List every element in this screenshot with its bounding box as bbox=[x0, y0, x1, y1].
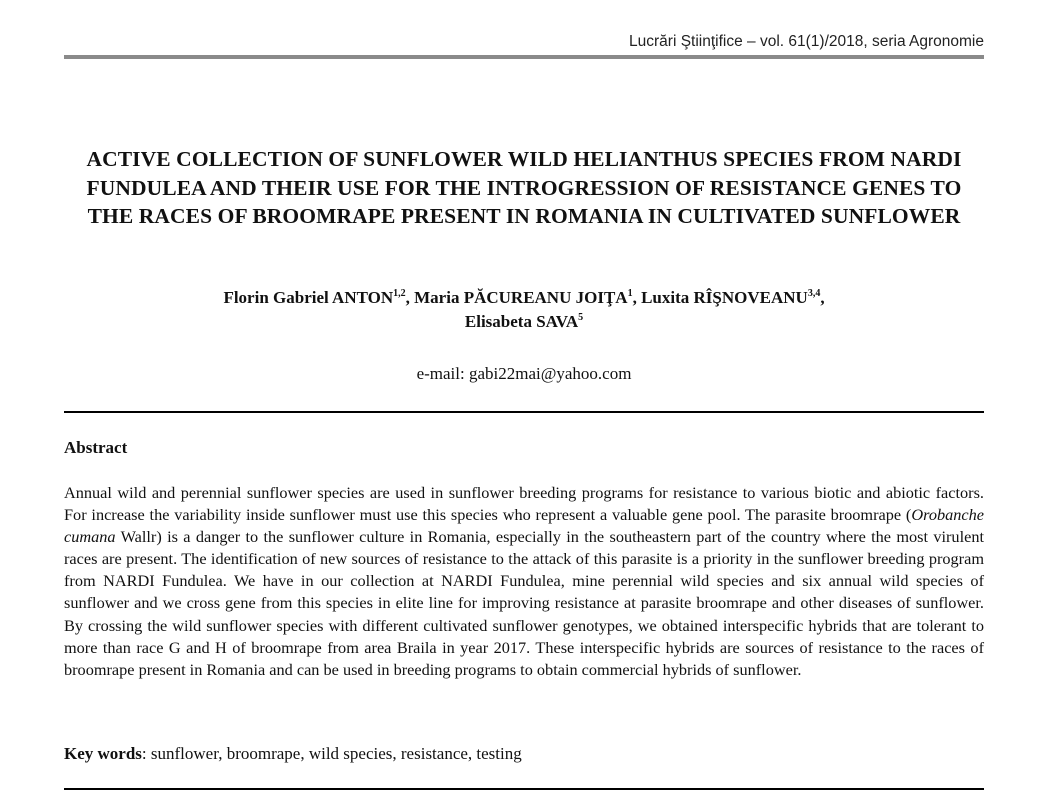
author-affiliation: 5 bbox=[578, 312, 584, 323]
paper-title: ACTIVE COLLECTION OF SUNFLOWER WILD HELIANTHUS SPECIES FROM NARDI FUNDULEA AND THEIR USE FOR THE INTROGRESSION OF RESISTANCE GENES TO THE RACES OF BROOMRAPE PRESENT IN ROMANIA IN CULTIVATED SUNFLOWER bbox=[86, 147, 962, 228]
header-rule bbox=[64, 55, 984, 59]
author-affiliation: 1,2 bbox=[393, 288, 406, 299]
contact-email: e-mail: gabi22mai@yahoo.com bbox=[416, 364, 632, 383]
author-separator: , bbox=[632, 288, 642, 307]
species-name: Orobanche cumana bbox=[64, 505, 984, 547]
abstract-heading: Abstract bbox=[64, 438, 128, 457]
author-name: Florin Gabriel ANTON bbox=[223, 288, 394, 307]
author-separator: , bbox=[820, 288, 825, 307]
author-affiliation: 3,4 bbox=[807, 288, 821, 299]
bottom-rule bbox=[64, 788, 984, 790]
author-affiliation: 1 bbox=[627, 288, 633, 299]
abstract-text: Annual wild and perennial sunflower species are used in sunflower breeding programs for resistance to various biotic and abiotic factors. For increase the variability inside sunflower must use this species who represent a valuable gene pool. The parasite broomrape ( bbox=[64, 483, 984, 525]
keywords-label: Key words bbox=[64, 744, 142, 763]
abstract-body bbox=[64, 482, 984, 681]
journal-header: Lucrări Ştiinţifice – vol. 61(1)/2018, seria Agronomie bbox=[629, 33, 984, 50]
author-name: Maria PĂCUREANU JOIŢA bbox=[414, 288, 628, 307]
author-name: Elisabeta SAVA bbox=[464, 312, 579, 331]
abstract-text: Wallr) is a danger to the sunflower culture in Romania, especially in the southeastern part of the country where the most virulent races are present. The identification of new sources of resistance to the attack of this parasite is a priority in the sunflower breeding program from NARDI Fundulea. We have in our collection at NARDI Fundulea, mine perennial wild species and six annual wild species of sunflower and we cross gene from this species in elite line for improving resistance at parasite broomrape and other diseases of sunflower. By crossing the wild sunflower species with different cultivated sunflower genotypes, we obtained interspecific hybrids that are tolerant to more than race G and H of broomrape from area Braila in year 2017. These interspecific hybrids are sources of resistance to the races of broomrape present in Romania and can be used in breeding programs to obtain commercial hybrids of sunflower. bbox=[64, 527, 984, 679]
keywords-text: : sunflower, broomrape, wild species, resistance, testing bbox=[141, 744, 522, 763]
author-list bbox=[64, 286, 984, 334]
section-rule bbox=[64, 411, 984, 413]
author-separator: , bbox=[405, 288, 415, 307]
author-name: Luxita RÎŞNOVEANU bbox=[641, 288, 808, 307]
keywords bbox=[64, 744, 522, 764]
